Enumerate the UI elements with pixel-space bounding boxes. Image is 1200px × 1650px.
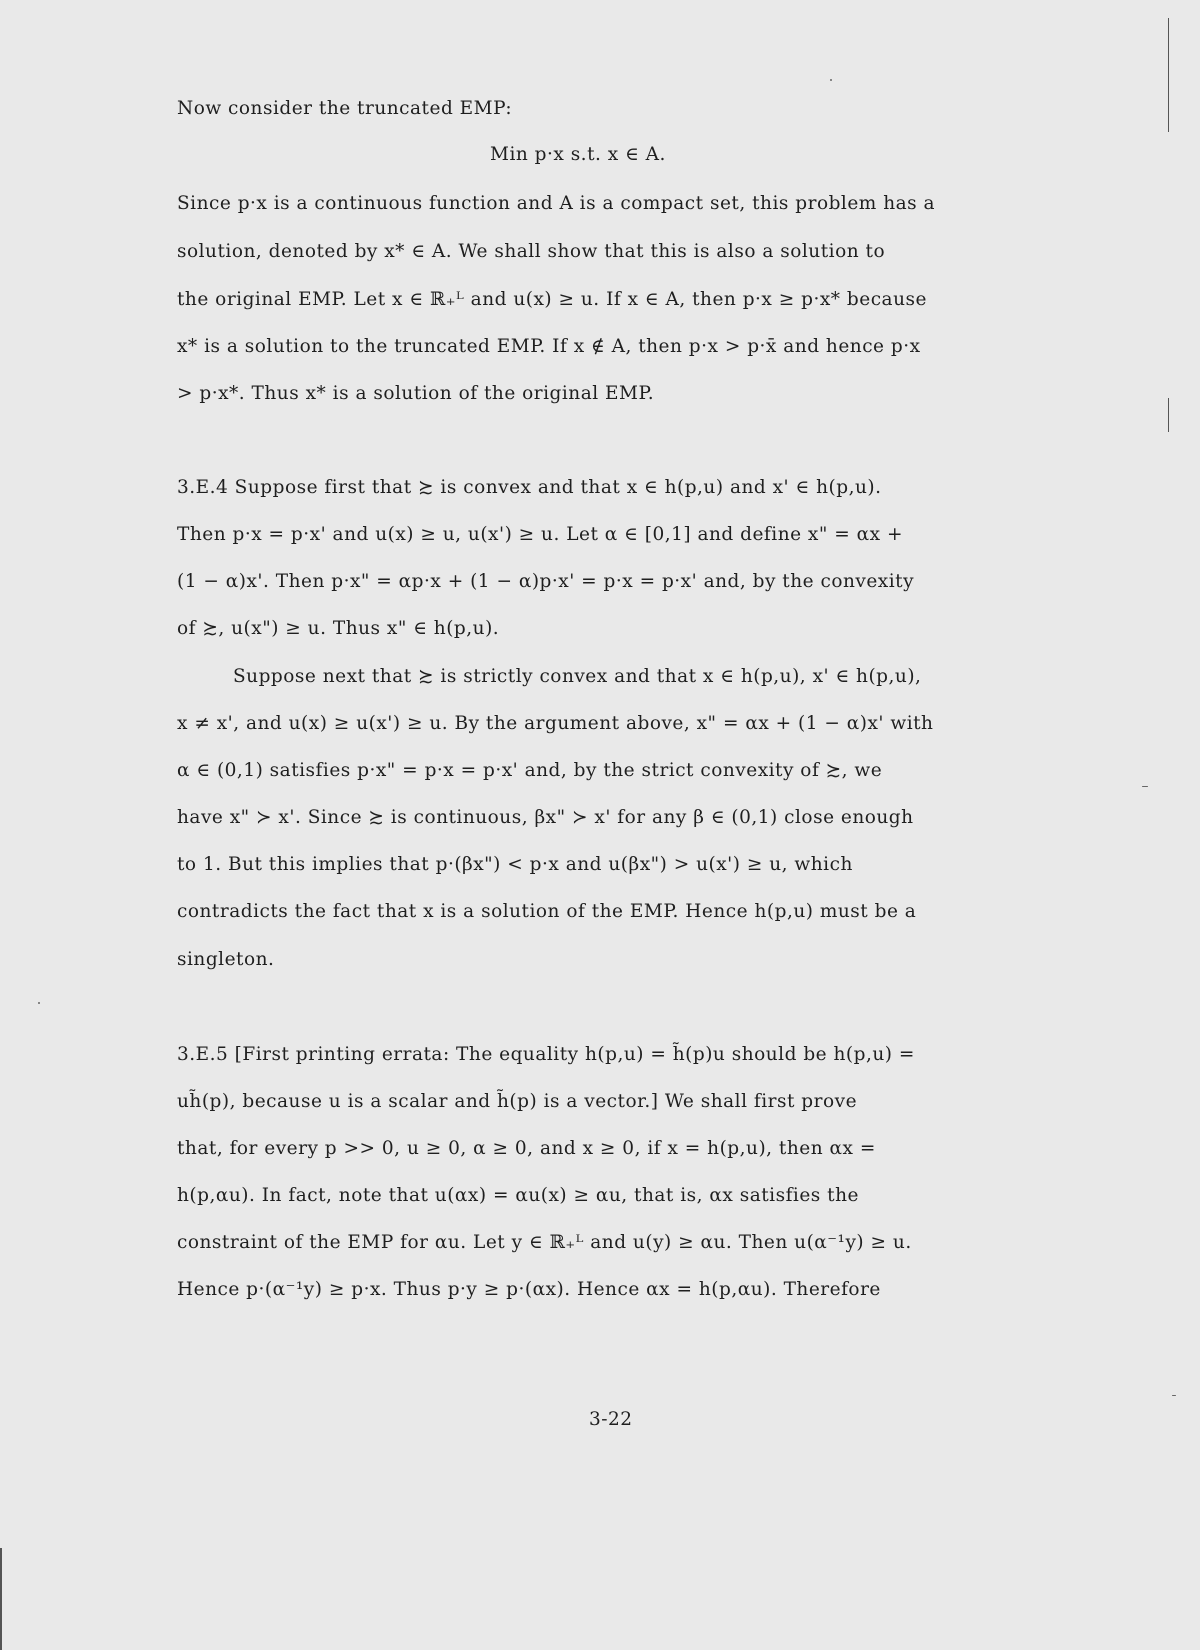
scan-speck [38, 1002, 40, 1004]
text-line: have x" ≻ x'. Since ≿ is continuous, βx" ≻ x' for any β ∈ (0,1) close enough [177, 807, 914, 828]
text-line: Since p·x is a continuous function and A is a compact set, this problem has a [177, 193, 936, 214]
display-equation: Min p·x s.t. x ∈ A. [490, 144, 666, 165]
scan-edge-mark [1168, 398, 1169, 432]
text-line: contradicts the fact that x is a solution of the EMP. Hence h(p,u) must be a [177, 901, 917, 922]
text-line: x* is a solution to the truncated EMP. If x ∉ A, then p·x > p·x̄ and hence p·x [177, 336, 921, 357]
page-number: 3-22 [589, 1409, 633, 1430]
scan-speck [830, 79, 832, 81]
text-line: that, for every p >> 0, u ≥ 0, α ≥ 0, and x ≥ 0, if x = h(p,u), then αx = [177, 1138, 876, 1159]
text-line: singleton. [177, 949, 275, 970]
text-line: x ≠ x', and u(x) ≥ u(x') ≥ u. By the argument above, x" = αx + (1 − α)x' with [177, 713, 934, 734]
text-line: (1 − α)x'. Then p·x" = αp·x + (1 − α)p·x' = p·x = p·x' and, by the convexity [177, 571, 915, 592]
section-heading-3e5: 3.E.5 [First printing errata: The equality h(p,u) = h̃(p)u should be h(p,u) = [177, 1044, 915, 1065]
text-line: to 1. But this implies that p·(βx") < p·x and u(βx") > u(x') ≥ u, which [177, 854, 853, 875]
text-line: solution, denoted by x* ∈ A. We shall show that this is also a solution to [177, 241, 886, 262]
text-line: Suppose next that ≿ is strictly convex and that x ∈ h(p,u), x' ∈ h(p,u), [233, 666, 922, 687]
text-line: > p·x*. Thus x* is a solution of the original EMP. [177, 383, 655, 404]
text-line: Then p·x = p·x' and u(x) ≥ u, u(x') ≥ u. Let α ∈ [0,1] and define x" = αx + [177, 524, 903, 545]
text-line: the original EMP. Let x ∈ ℝ₊ᴸ and u(x) ≥ u. If x ∈ A, then p·x ≥ p·x* because [177, 289, 927, 310]
scan-speck [1172, 1395, 1176, 1396]
text-line: uh̃(p), because u is a scalar and h̃(p) is a vector.] We shall first prove [177, 1091, 858, 1112]
scan-edge-mark [1168, 18, 1169, 132]
text-line: Hence p·(α⁻¹y) ≥ p·x. Thus p·y ≥ p·(αx). Hence αx = h(p,αu). Therefore [177, 1279, 881, 1300]
scan-speck [1142, 786, 1148, 787]
text-line: h(p,αu). In fact, note that u(αx) = αu(x) ≥ αu, that is, αx satisfies the [177, 1185, 859, 1206]
text-line: of ≿, u(x") ≥ u. Thus x" ∈ h(p,u). [177, 618, 500, 639]
section-heading-3e4: 3.E.4 Suppose first that ≿ is convex and that x ∈ h(p,u) and x' ∈ h(p,u). [177, 477, 882, 498]
scan-edge-mark [0, 1548, 2, 1650]
text-line: α ∈ (0,1) satisfies p·x" = p·x = p·x' and, by the strict convexity of ≿, we [177, 760, 883, 781]
text-line: Now consider the truncated EMP: [177, 98, 513, 119]
text-line: constraint of the EMP for αu. Let y ∈ ℝ₊ᴸ and u(y) ≥ αu. Then u(α⁻¹y) ≥ u. [177, 1232, 912, 1253]
